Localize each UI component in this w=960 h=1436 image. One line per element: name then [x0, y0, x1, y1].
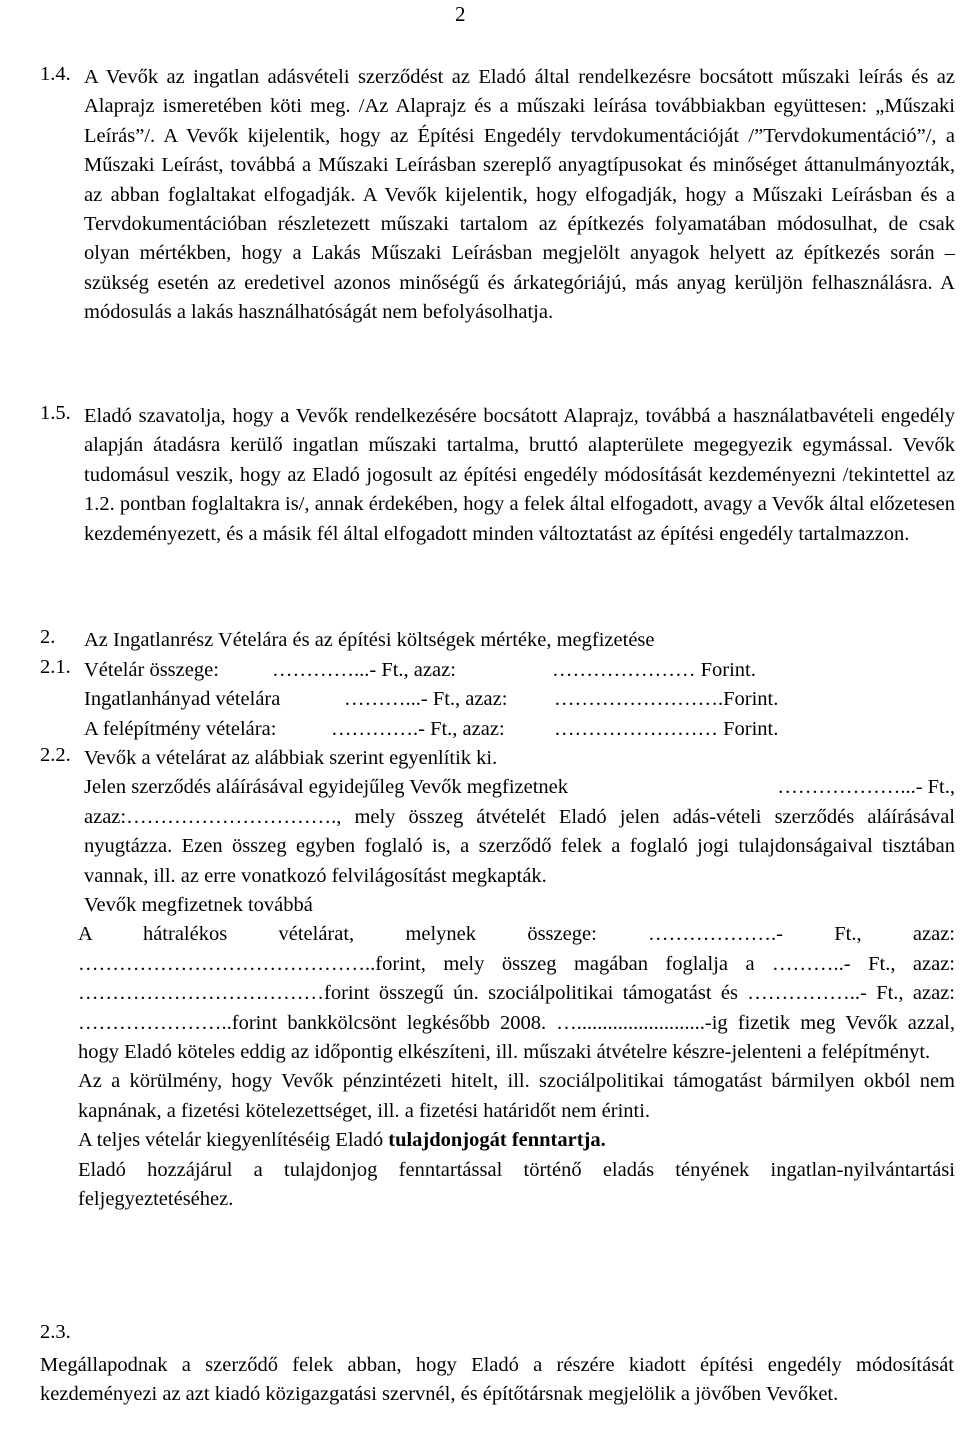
price-row: [84, 656, 955, 685]
section-number: 2.: [40, 626, 56, 648]
price-amount: …………...- Ft., azaz:: [272, 659, 456, 681]
section-number: 2.1.: [40, 656, 71, 678]
paragraph: Megállapodnak a szerződő felek abban, hogy Eladó a részére kiadott építési engedély módosítását kezdeményezi az azt kiadó közigazgatási szervnél, és építőtársnak megjelölik a jövőben Vevőket.: [40, 1354, 954, 1406]
section-number: 1.4.: [40, 63, 71, 85]
section-heading: [84, 626, 955, 655]
page-number: 2: [455, 2, 466, 26]
price-amount: ………...- Ft., azaz:: [344, 688, 508, 711]
ownership-text: A teljes vételár kiegyenlítéséig Eladó: [78, 1129, 389, 1152]
section-text: [78, 744, 955, 1215]
price-row: [84, 685, 955, 714]
section-text: [40, 1351, 954, 1410]
ownership-bold: tulajdonjogát fenntartja.: [388, 1129, 606, 1152]
remaining-price: A hátralékos vételárat, melynek összege: ……………….- Ft., azaz: ……………………………………..forint, mely összeg magában foglalja a ………..- Ft., azaz: ………………………………forint összegű ún. szociálpolitikai támogatást és ……………..- Ft., azaz: …………………..forint bankkölcsönt legkésőbb 2008. ….........................-ig fizetik meg Vevők azzal, hogy Eladó köteles eddig az időpontig elkészíteni, ill. műszaki átvételre készre-jelenteni a felépítményt.: [78, 923, 955, 1064]
section-number: 2.2.: [40, 744, 71, 766]
section-number: 2.3.: [40, 1321, 71, 1343]
price-words: ………………… Forint.: [552, 659, 756, 681]
first-payment-lead: [84, 773, 955, 802]
paragraph: A Vevők az ingatlan adásvételi szerződést az Eladó által rendelkezésre bocsátott műszaki leírás és az Alaprajz ismeretében köti meg. /Az Alaprajz és a műszaki leírása továbbiakban együttesen: „Műszaki Leírás”/. A Vevők kijelentik, hogy az Építési Engedély tervdokumentációját /”Tervdokumentáció”/, a Műszaki Leírást, továbbá a Műszaki Leírásban szereplő anyagtípusokat és minőséget áttanulmányozták, az abban foglaltakat elfogadják. A Vevők kijelentik, hogy elfogadják, hogy a Műszaki Leírásban és a Tervdokumentációban részletezett műszaki tartalom az építkezés folyamatában módosulhat, de csak olyan mértékben, hogy a Lakás Műszaki Leírásban megjelölt anyagok helyett az építkezés során – szükség esetén az eredetivel azonos minőségű és árkategóriájú, más anyag kerüljön felhasználásra. A módosulás a lakás használhatóságát nem befolyásolhatja.: [84, 66, 955, 324]
price-words: …………………… Forint.: [554, 717, 779, 740]
lead-text: Jelen szerződés aláírásával egyidejűleg Vevők megfizetnek: [84, 776, 569, 799]
price-amount: ………….- Ft., azaz:: [331, 717, 505, 740]
further-payment: Vevők megfizetnek továbbá: [84, 894, 313, 917]
registry-clause: Eladó hozzájárul a tulajdonjog fenntartással történő eladás tényének ingatlan-nyilvántartási feljegyeztetéséhez.: [78, 1158, 955, 1211]
credit-clause: Az a körülmény, hogy Vevők pénzintézeti hitelt, ill. szociálpolitikai támogatást bármilyen okból nem kapnának, a fizetési kötelezettséget, ill. a fizetési határidőt nem érinti.: [78, 1070, 955, 1122]
paragraph: Eladó szavatolja, hogy a Vevők rendelkezésére bocsátott Alaprajz, továbbá a használatbavételi engedély alapján átadásra kerülő ingatlan műszaki tartalma, bruttó alapterülete megegyezik egymással. Vevők tudomásul veszik, hogy az Eladó jogosult az építési engedély módosítását kezdeményezni /tekintettel az 1.2. pontban foglaltakra is/, annak érdekében, hogy a felek által elfogadott, avagy a Vevők által előzetesen kezdeményezett, és a másik fél által elfogadott minden változtatást az építési engedély tartalmazzon.: [84, 405, 955, 545]
price-table: [84, 656, 955, 744]
first-payment-text: azaz:…………………………., mely összeg átvételét Eladó jelen adás-vételi szerződés aláírásával nyugtázza. Ezen összeg egyben foglaló is, a szerződő felek a foglaló jogi tulajdonságaival tisztában vannak, ill. az erre vonatkozó felvilágosítást megkapták.: [84, 805, 955, 887]
ownership-clause: [78, 1126, 955, 1155]
section-text: [84, 402, 955, 549]
section-text: [84, 63, 955, 328]
section-number: 1.5.: [40, 402, 71, 424]
intro: Vevők a vételárat az alábbiak szerint egyenlítik ki.: [84, 747, 498, 769]
lead-blank: ………………...- Ft.,: [777, 776, 955, 799]
heading-text: Az Ingatlanrész Vételára és az építési költségek mértéke, megfizetése: [84, 629, 655, 651]
price-label: A felépítmény vételára:: [84, 717, 277, 740]
price-words: …………………….Forint.: [554, 688, 779, 711]
price-row: [84, 715, 955, 744]
price-label: Vételár összege:: [84, 659, 219, 681]
price-label: Ingatlanhányad vételára: [84, 688, 281, 711]
